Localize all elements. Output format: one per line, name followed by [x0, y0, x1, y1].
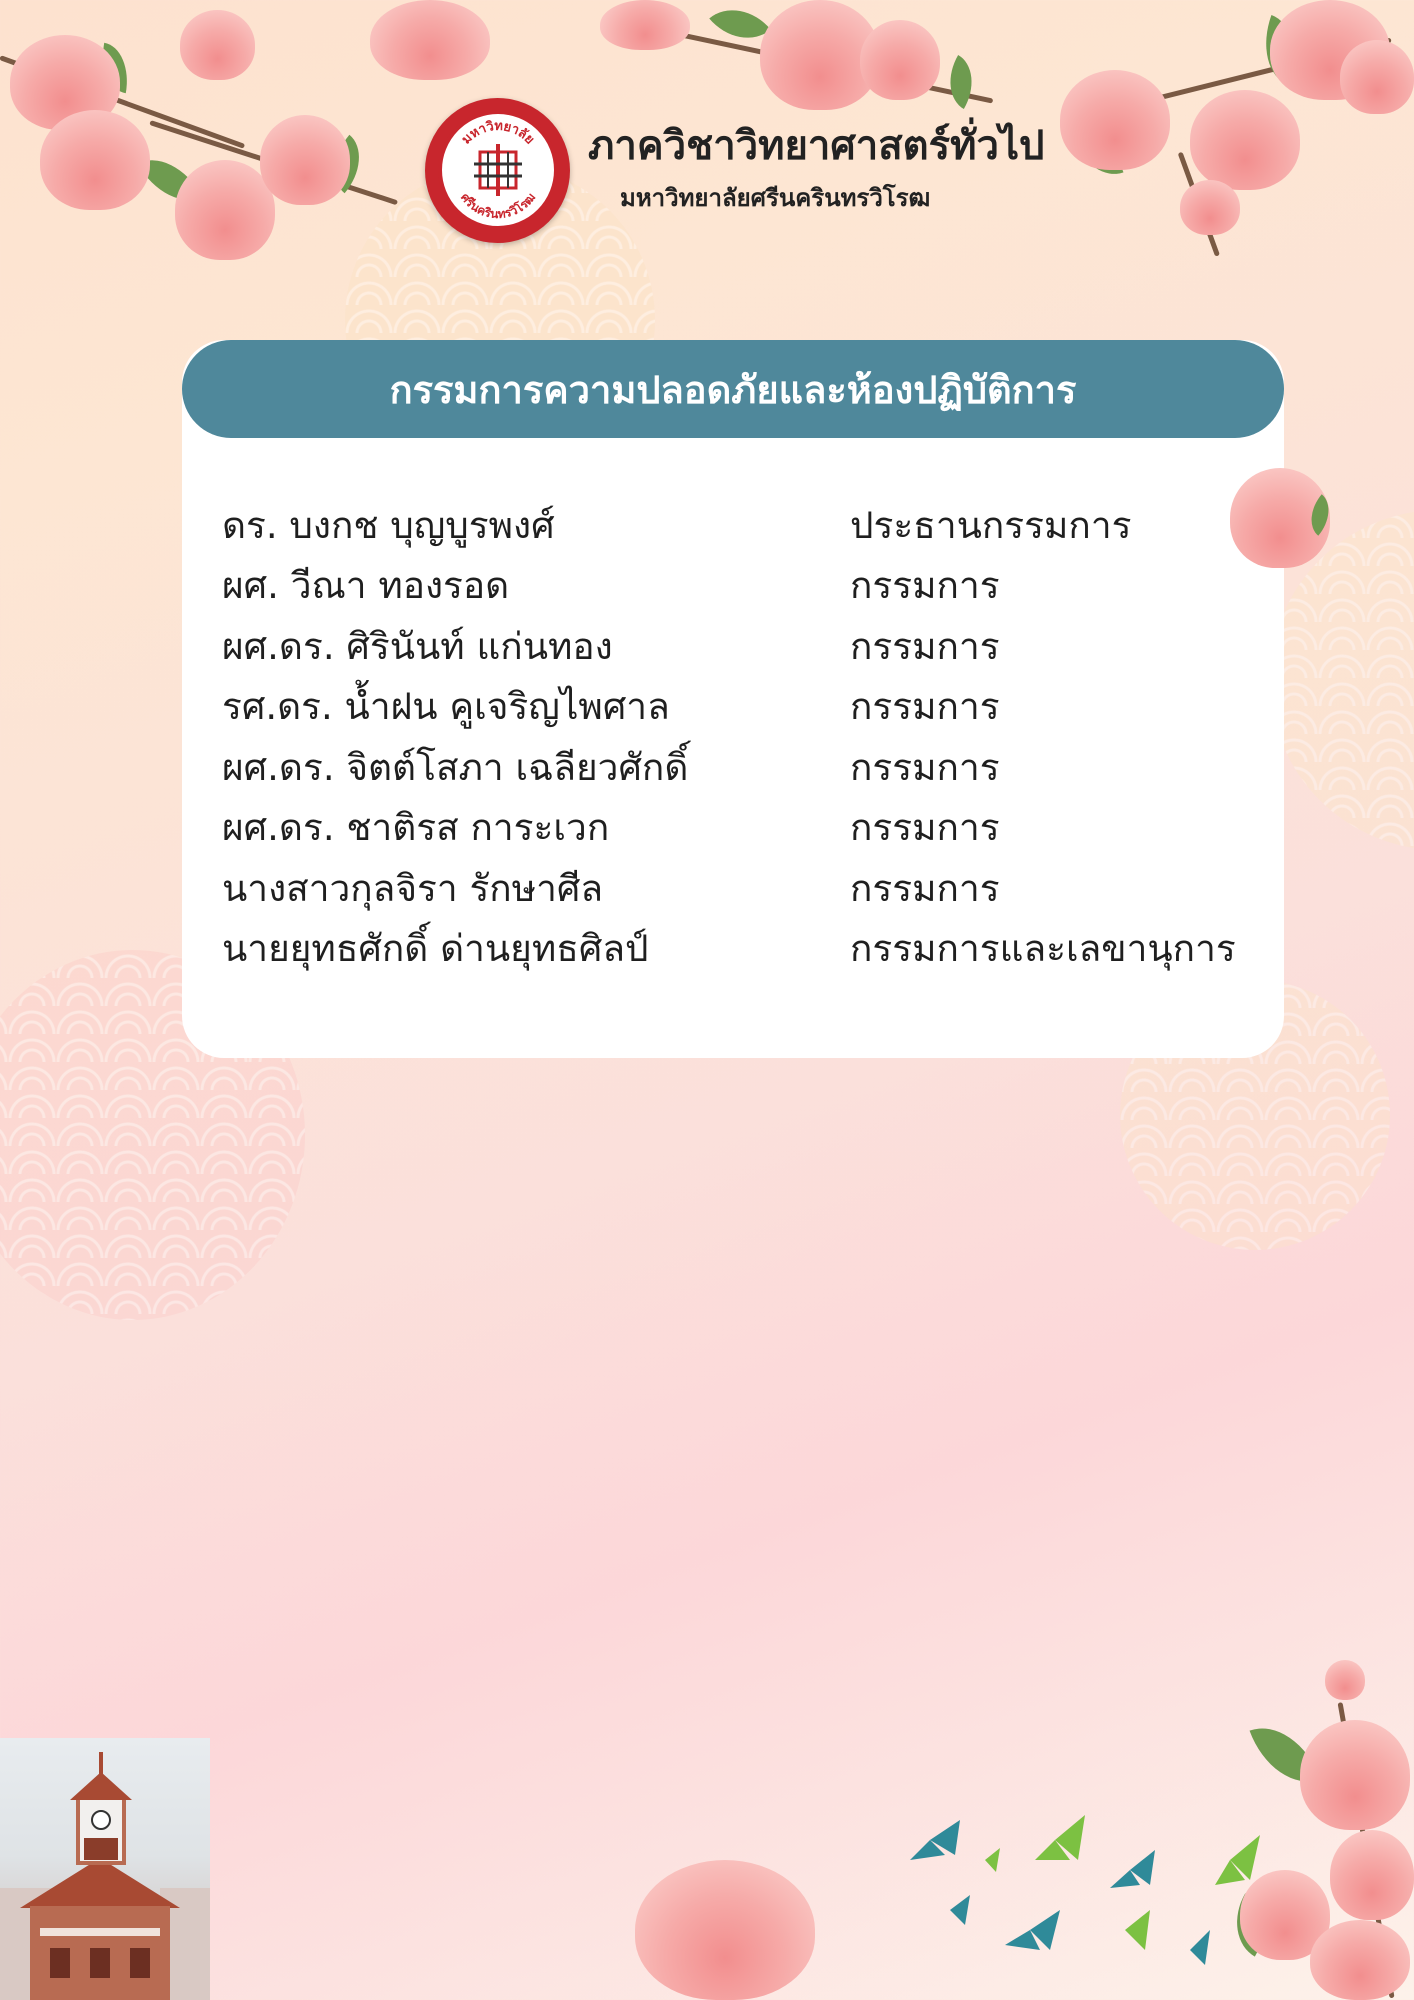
member-role: กรรมการ — [850, 806, 1000, 850]
member-name: ดร. บงกช บุญบูรพงศ์ — [222, 503, 555, 547]
member-row — [222, 858, 1282, 919]
cherry-blossom-decoration — [635, 1860, 815, 2000]
member-row — [222, 677, 1282, 738]
cherry-blossom-decoration — [1040, 0, 1414, 280]
member-row — [222, 737, 1282, 798]
seal-emblem-icon — [442, 114, 554, 226]
cherry-blossom-decoration — [370, 0, 500, 90]
campus-building-photo — [0, 1738, 210, 2000]
committee-title-banner — [182, 340, 1284, 438]
svg-text:ศรีนครินทรวิโรฒ: ศรีนครินทรวิโรฒ — [457, 190, 538, 222]
department-title: ภาควิชาวิทยาศาสตร์ทั่วไป — [588, 122, 1045, 169]
member-role: กรรมการ — [850, 685, 1000, 729]
cherry-blossom-decoration — [1230, 468, 1340, 578]
university-name: มหาวิทยาลัยศรีนครินทรวิโรฒ — [620, 183, 931, 212]
member-row — [222, 919, 1282, 980]
member-role: กรรมการ — [850, 745, 1000, 789]
member-role: ประธานกรรมการ — [850, 503, 1132, 547]
committee-title: กรรมการความปลอดภัยและห้องปฏิบัติการ — [389, 367, 1077, 412]
member-name: ผศ.ดร. ชาติรส การะเวก — [222, 806, 610, 850]
member-name: นางสาวกุลจิรา รักษาศีล — [222, 866, 604, 910]
svg-text:มหาวิทยาลัย: มหาวิทยาลัย — [458, 118, 537, 148]
university-seal-logo — [425, 98, 570, 243]
member-role: กรรมการ — [850, 564, 1000, 608]
member-role: กรรมการ — [850, 866, 1000, 910]
member-role: กรรมการ — [850, 624, 1000, 668]
cherry-blossom-decoration — [0, 0, 430, 270]
cherry-blossom-decoration — [1180, 1660, 1414, 2000]
member-role: กรรมการและเลขานุการ — [850, 927, 1236, 971]
member-name: ผศ. วีณา ทองรอด — [222, 564, 510, 608]
department-header — [425, 95, 1044, 245]
member-name: รศ.ดร. น้ำฝน คูเจริญไพศาล — [222, 685, 670, 729]
member-name: นายยุทธศักดิ์ ด่านยุทธศิลป์ — [222, 927, 649, 971]
committee-member-list — [222, 495, 1282, 979]
clock-tower-icon — [0, 1738, 210, 2000]
member-row — [222, 495, 1282, 556]
member-name: ผศ.ดร. ศิรินันท์ แก่นทอง — [222, 624, 613, 668]
committee-card — [182, 340, 1284, 1058]
member-row — [222, 798, 1282, 859]
member-name: ผศ.ดร. จิตต์โสภา เฉลียวศักดิ์ — [222, 745, 689, 789]
member-row — [222, 616, 1282, 677]
member-row — [222, 556, 1282, 617]
